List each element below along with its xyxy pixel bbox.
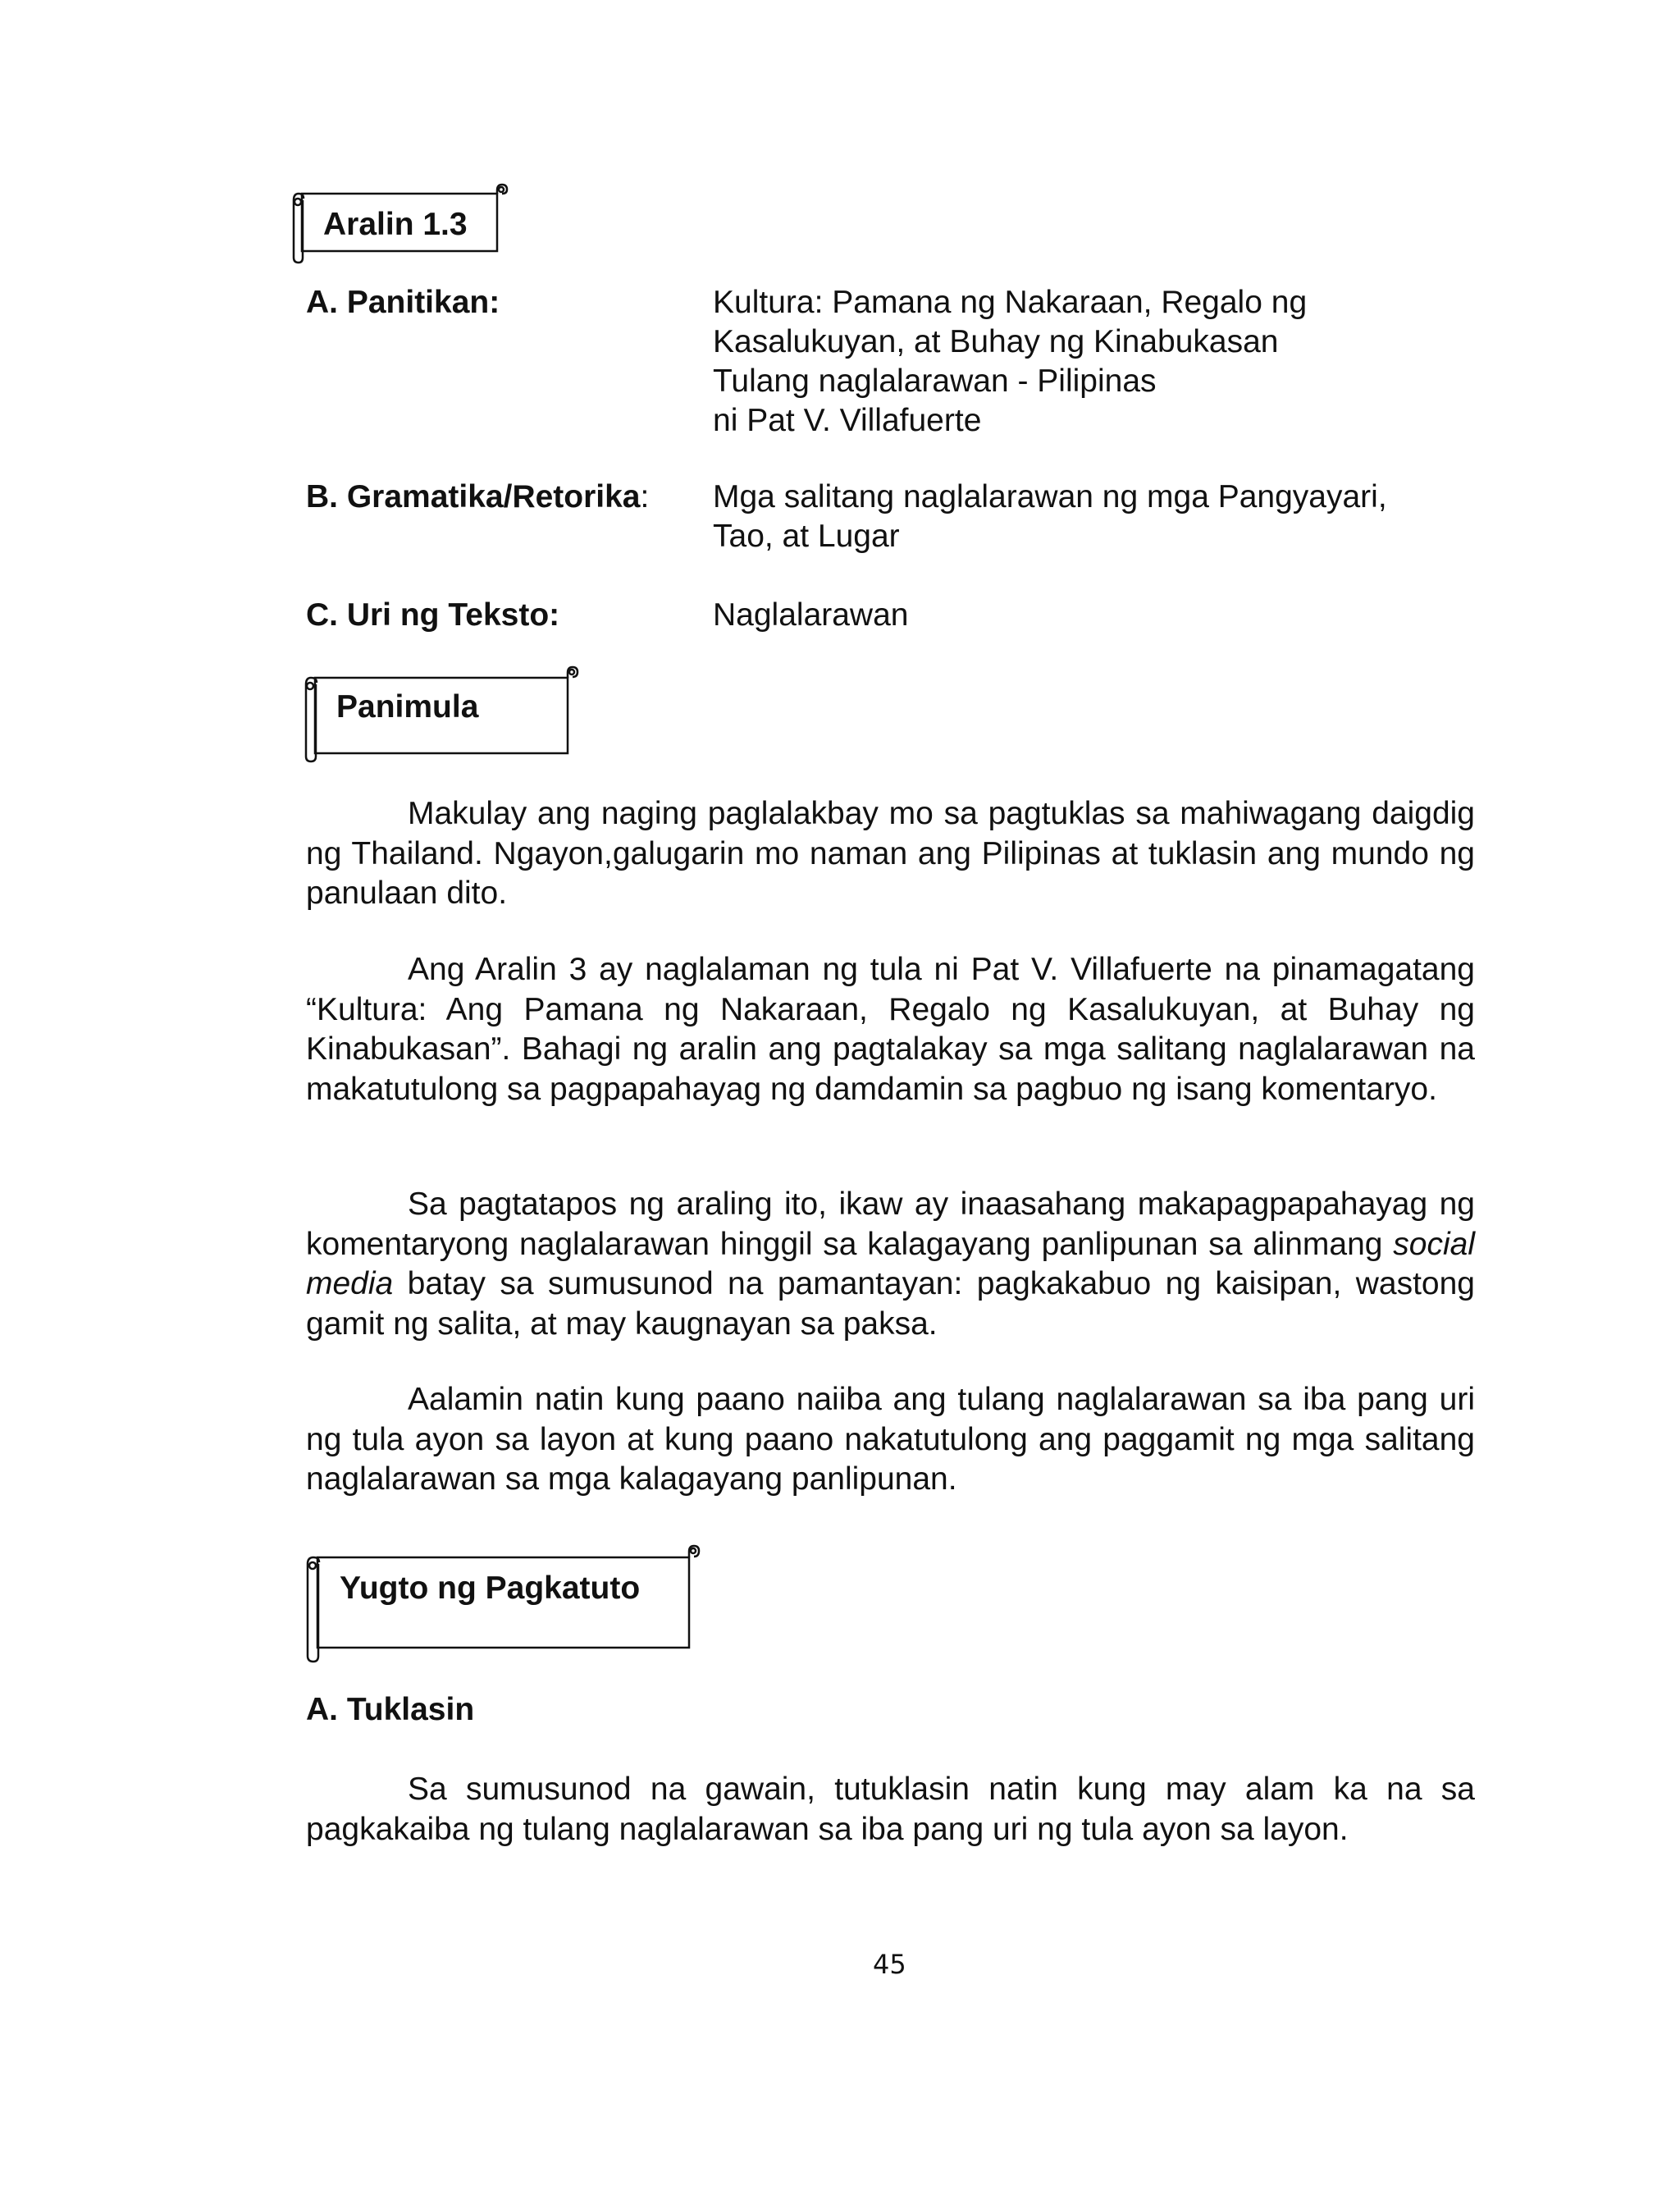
panimula-paragraph-2: Ang Aralin 3 ay naglalaman ng tula ni Pat V. Villafuerte na pinamagatang “Kultura: Ang Pamana ng Nakaraan, Regalo ng Kasalukuyan, at Buhay ng Kinabukasan”. Bahagi ng aralin ang pagtalakay sa mga salitang naglalarawan na makatutulong sa pagpapahayag ng damdamin sa pagbuo ng isang komentaryo.: [306, 952, 1475, 1107]
gramatika-value: Mga salitang naglalarawan ng mga Pangyayari, Tao, at Lugar: [713, 479, 1387, 554]
paragraph-3-text-start: Sa pagtatapos ng araling ito, ikaw ay inaasahang makapagpapahayag ng komentaryong naglalarawan hinggil sa kalagayang panlipunan sa alinmang: [306, 1186, 1475, 1262]
paragraph-3-text-end: batay sa sumusunod na pamantayan: pagkakabuo ng kaisipan, wastong gamit ng salita, at may kaugnayan sa paksa.: [306, 1266, 1475, 1342]
panitikan-value: Kultura: Pamana ng Nakaraan, Regalo ng Kasalukuyan, at Buhay ng Kinabukasan Tulang naglalarawan - Pilipinas ni Pat V. Villafuerte: [713, 285, 1308, 438]
social-media-term: social media: [306, 1226, 1475, 1301]
gramatika-label-text: B. Gramatika/Retorika: [306, 479, 641, 514]
panimula-banner: [299, 663, 578, 763]
uri-value: Naglalarawan: [713, 597, 909, 633]
uri-label: C. Uri ng Teksto:: [306, 597, 560, 633]
gramatika-colon: :: [640, 479, 650, 514]
tuklasin-heading: A. Tuklasin: [306, 1692, 475, 1727]
page-number: 45: [873, 1949, 906, 1980]
panimula-paragraph-1: Makulay ang naging paglalakbay mo sa pagtuklas sa mahiwagang daigdig ng Thailand. Ngayon,galugarin mo naman ang Pilipinas at tuklasin ang mundo ng panulaan dito.: [306, 796, 1475, 911]
panimula-paragraph-4: Aalamin natin kung paano naiiba ang tulang naglalarawan sa iba pang uri ng tula ayon sa layon at kung paano nakatutulong ang paggamit ng mga salitang naglalarawan sa mga kalagayang panlipunan.: [306, 1382, 1475, 1497]
panitikan-label: A. Panitikan:: [306, 285, 500, 320]
gramatika-label: [306, 478, 649, 517]
tuklasin-paragraph: Sa sumusunod na gawain, tutuklasin natin kung may alam ka na sa pagkakaiba ng tulang naglalarawan sa iba pang uri ng tula ayon sa layon.: [306, 1772, 1475, 1847]
yugto-label: Yugto ng Pagkatuto: [340, 1570, 641, 1606]
yugto-banner: [300, 1541, 699, 1664]
aralin-label: Aralin 1.3: [323, 207, 468, 242]
panimula-paragraph-3: [306, 1185, 1475, 1344]
panimula-label: Panimula: [336, 689, 479, 725]
aralin-banner: [287, 181, 509, 264]
